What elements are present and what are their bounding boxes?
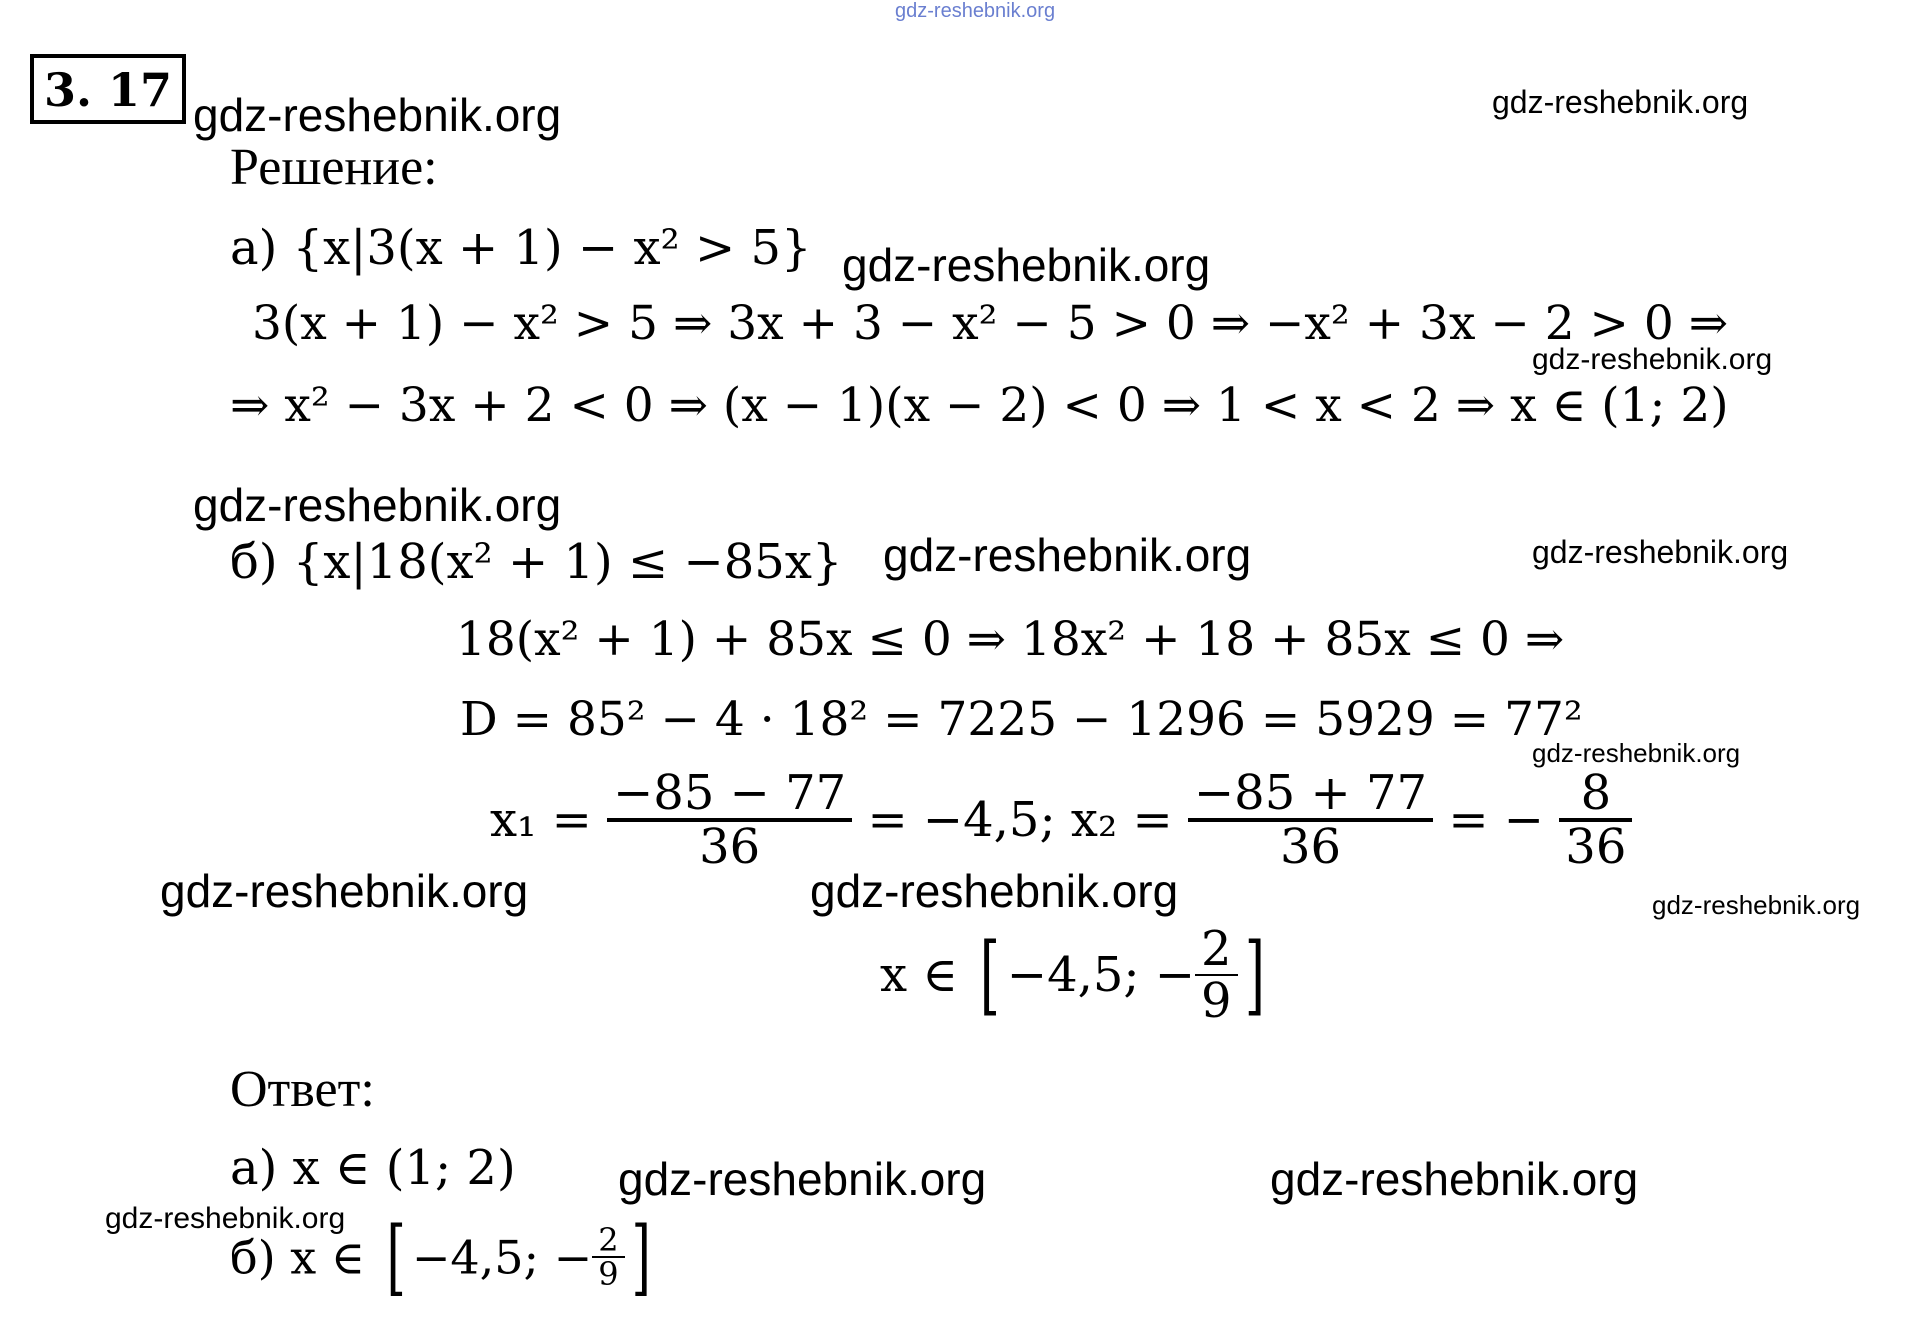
part-a-line-1: 3(x + 1) − x² > 5 ⇒ 3x + 3 − x² − 5 > 0 ⇒ −x² + 3x − 2 > 0 ⇒ <box>252 296 1729 351</box>
interval-prefix: x ∈ <box>880 947 958 1004</box>
watermark: gdz-reshebnik.org <box>193 89 562 141</box>
interval-fraction <box>1195 921 1238 1030</box>
roots-line <box>490 765 1632 876</box>
watermark: gdz-reshebnik.org <box>193 479 562 531</box>
interval-line <box>880 921 1271 1030</box>
answer-b-prefix: б) x ∈ <box>230 1230 365 1285</box>
watermark: gdz-reshebnik.org <box>618 1153 987 1205</box>
x1-numerator: −85 − 77 <box>613 765 847 821</box>
x2-numerator: −85 + 77 <box>1193 765 1428 821</box>
x1-label: x₁ = <box>490 792 592 849</box>
left-bracket: [ <box>979 925 1001 1026</box>
problem-number: 3. 17 <box>30 54 186 124</box>
right-bracket: ] <box>1244 925 1265 1026</box>
part-b-discriminant: D = 85² − 4 · 18² = 7225 − 1296 = 5929 = 77² <box>460 692 1583 747</box>
watermark: gdz-reshebnik.org <box>1652 890 1861 920</box>
watermark: gdz-reshebnik.org <box>883 529 1252 581</box>
watermark: gdz-reshebnik.org <box>1492 84 1749 120</box>
part-b-statement: б) {x|18(x² + 1) ≤ −85x} <box>230 534 843 590</box>
x2-equals: = − <box>1448 792 1545 849</box>
watermark: gdz-reshebnik.org <box>160 865 529 917</box>
answer-left-bracket: [ <box>385 1208 406 1305</box>
x2-denominator: 36 <box>1188 818 1433 872</box>
answer-denominator: 9 <box>592 1256 624 1290</box>
x2-fraction <box>1188 765 1433 876</box>
answer-b <box>230 1208 657 1305</box>
watermark: gdz-reshebnik.org <box>1532 738 1741 768</box>
watermark: gdz-reshebnik.org <box>105 1202 346 1235</box>
answer-a: а) x ∈ (1; 2) <box>230 1140 516 1196</box>
answer-fraction <box>592 1221 624 1294</box>
top-watermark: gdz-reshebnik.org <box>895 0 1056 22</box>
solution-heading: Решение: <box>230 139 438 196</box>
part-a-line-2: ⇒ x² − 3x + 2 < 0 ⇒ (x − 1)(x − 2) < 0 ⇒ 1 < x < 2 ⇒ x ∈ (1; 2) <box>230 378 1729 433</box>
x1-fraction <box>607 765 852 876</box>
x2-simplified-numerator: 8 <box>1580 765 1612 821</box>
answer-right-bracket: ] <box>631 1208 651 1305</box>
watermark: gdz-reshebnik.org <box>1532 534 1789 570</box>
interval-denominator: 9 <box>1195 974 1238 1026</box>
x2-simplified-fraction <box>1559 765 1632 876</box>
answer-heading: Ответ: <box>230 1061 375 1118</box>
watermark: gdz-reshebnik.org <box>1270 1153 1639 1205</box>
part-b-line-1: 18(x² + 1) + 85x ≤ 0 ⇒ 18x² + 18 + 85x ≤ 0 ⇒ <box>456 612 1565 667</box>
interval-numerator: 2 <box>1201 921 1232 977</box>
watermark: gdz-reshebnik.org <box>1532 343 1773 376</box>
x2-simplified-denominator: 36 <box>1559 818 1632 872</box>
watermark: gdz-reshebnik.org <box>842 239 1211 291</box>
watermark: gdz-reshebnik.org <box>810 865 1179 917</box>
answer-b-left: −4,5; − <box>411 1230 593 1285</box>
x1-value: = −4,5; x₂ = <box>867 792 1173 849</box>
x1-denominator: 36 <box>607 818 852 872</box>
answer-numerator: 2 <box>598 1221 619 1260</box>
interval-left: −4,5; − <box>1006 947 1196 1004</box>
part-a-statement: а) {x|3(x + 1) − x² > 5} <box>230 220 812 276</box>
